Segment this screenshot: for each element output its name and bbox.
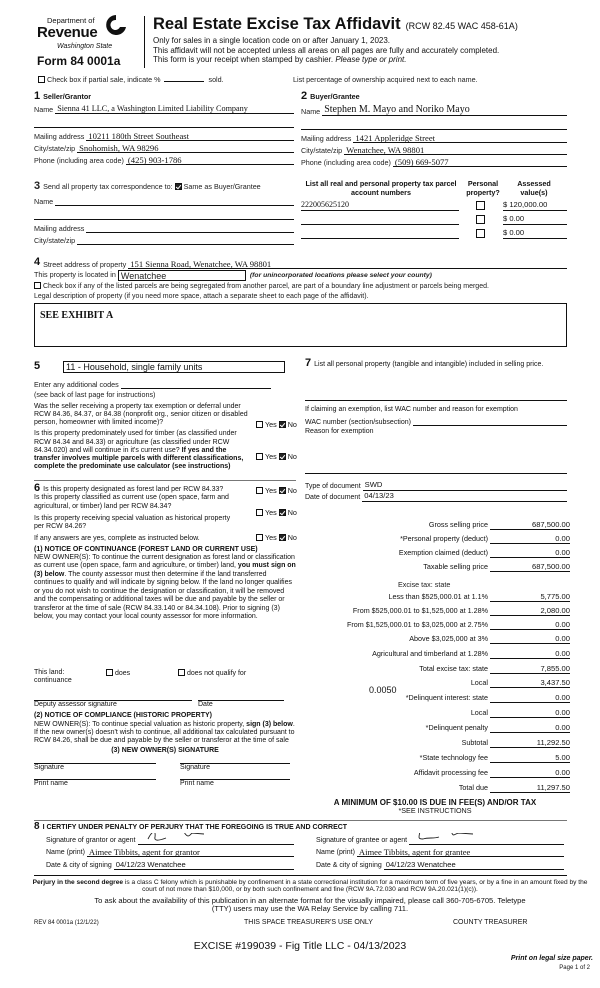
buyer-name-field-2[interactable]	[301, 116, 567, 130]
buyer-heading: Buyer/Grantee	[310, 92, 360, 101]
assessed-value-field[interactable]: $ 0.00	[503, 228, 567, 239]
deputy-signature-label: Deputy assessor signature	[34, 700, 117, 708]
partial-sale-suffix: sold.	[208, 75, 224, 84]
doc-type-label: Type of document	[305, 483, 361, 491]
partial-sale-label: Check box if partial sale, indicate %	[47, 75, 161, 84]
tier4-row	[300, 631, 570, 644]
correspondence-name-field-2[interactable]	[34, 206, 294, 220]
county-treasurer-label: COUNTY TREASURER	[453, 919, 528, 926]
ownership-note: List percentage of ownership acquired next to each name.	[293, 75, 478, 84]
header-divider	[144, 16, 145, 68]
header-note-italic: Please type or print.	[335, 55, 407, 65]
section-number: 3	[34, 180, 41, 192]
wac-field[interactable]	[413, 416, 567, 426]
affidavit-fee-field[interactable]: 0.00	[490, 768, 570, 778]
buyer-phone-label: Phone (including area code)	[301, 157, 391, 167]
segregated-label: Check box if any of the listed parcels are being segregated from another parcel, are part of a boundary line adjustment or parcels being merged.	[43, 283, 489, 291]
section-number: 7	[305, 357, 312, 369]
section8	[34, 821, 567, 833]
excise-tax-state-heading: Excise tax: state	[398, 580, 451, 589]
dor-logo	[33, 14, 125, 74]
notice-bold: you must sign on (3) below	[34, 562, 296, 578]
buyer-name-label: Name	[301, 106, 321, 116]
new-owner-signature-heading: (3) NEW OWNER(S) SIGNATURE	[111, 746, 219, 754]
notice-text: NEW OWNER(S): To continue special valuation as historic property,	[34, 720, 245, 728]
reason-field[interactable]	[305, 436, 567, 474]
deputy-date-label: Date	[198, 700, 213, 708]
subtotal-field[interactable]: 11,292.50	[490, 738, 570, 748]
section7	[305, 357, 567, 502]
grantor-signature-field[interactable]	[138, 833, 294, 845]
grantee-signature-label: Signature of grantee or agent	[316, 836, 408, 844]
doc-type-field[interactable]: SWD	[363, 481, 567, 491]
page-number: Page 1 of 2	[559, 965, 590, 971]
tier3-field[interactable]: 0.00	[490, 620, 570, 630]
perjury-notice	[30, 879, 590, 894]
partial-sale-checkbox[interactable]	[38, 76, 45, 83]
calc-label: Affidavit processing fee	[413, 767, 488, 777]
local-row	[300, 675, 570, 688]
taxable-price-row	[300, 559, 570, 572]
notice-text: NEW OWNER(S): To continue the current designation as forest land or classification as current use (open space, farm and agriculture, or timber) land,	[34, 554, 295, 570]
minimum-due-notice: A MINIMUM OF $10.00 IS DUE IN FEE(S) AND/OR TAX	[333, 798, 537, 807]
location-select[interactable]: Wenatchee	[118, 270, 246, 281]
partial-sale-percent-field[interactable]	[164, 81, 204, 82]
correspondence-mailing-label: Mailing address	[34, 223, 85, 233]
exemption-question: Was the seller receiving a property tax exemption or deferral under RCW 84.36, 84.37, or 84.38 (nonprofit org., senior citizen or disabled person, homeowner with limited income)?	[34, 402, 248, 427]
land-use-code-select[interactable]: 11 - Household, single family units	[63, 361, 285, 373]
col-parcel-header: List all real and personal property tax parcel account numbers	[305, 179, 457, 197]
grantee-name-label: Name (print)	[316, 848, 355, 856]
notice-continuance-heading: (1) NOTICE OF CONTINUANCE (FOREST LAND OR CURRENT USE)	[34, 545, 258, 553]
seller-phone-field[interactable]: (425) 903-1786	[126, 155, 294, 165]
legal-description-label: Legal description of property (if you need more space, attach a separate sheet to each page of the affidavit).	[34, 292, 369, 300]
calc-label: Above $3,025,000 at 3%	[409, 633, 488, 643]
current-use-question: Is this property classified as current use (open space, farm and agricultural, or timber) land per RCW 84.34?	[34, 494, 229, 510]
parcel-number-field[interactable]	[301, 214, 459, 225]
parcel-row	[301, 211, 567, 225]
personal-property-checkbox[interactable]	[476, 201, 485, 210]
header-note: Only for sales in a single location code on or after January 1, 2023.	[153, 36, 391, 45]
additional-codes-label: Enter any additional codes	[34, 379, 119, 389]
additional-codes-field[interactable]	[121, 379, 271, 389]
grantee-date-field[interactable]: 04/12/23 Wenatchee	[384, 860, 564, 870]
header-note: This form is your receipt when stamped by cashier.	[153, 55, 334, 65]
grantor-date-field[interactable]: 04/12/23 Wenatchee	[114, 860, 294, 870]
grantee-name-field[interactable]: Aimee Tibbits, agent for grantee	[357, 847, 564, 857]
logo-dept-of: Department of	[47, 16, 95, 25]
exemption-claimed-field[interactable]: 0.00	[490, 548, 570, 558]
tech-fee-row	[300, 750, 570, 763]
personal-property-checkbox[interactable]	[476, 229, 485, 238]
correspondence-section	[34, 180, 294, 245]
yes-label: Yes	[265, 533, 277, 542]
reason-label: Reason for exemption	[305, 428, 374, 436]
section-number: 4	[34, 256, 41, 268]
personal-property-field[interactable]	[305, 369, 567, 401]
section-number: 5	[34, 360, 41, 372]
signature-label: Signature	[34, 764, 64, 772]
taxable-price-field[interactable]: 687,500.00	[490, 562, 570, 572]
seller-mailing-label: Mailing address	[34, 131, 85, 141]
exemption-claimed-row	[300, 545, 570, 558]
no-label: No	[287, 420, 297, 429]
forest-yes-checkbox[interactable]	[256, 487, 263, 494]
parcel-number-field[interactable]	[301, 228, 459, 239]
notice-text: . The county assessor must then determine if the land transferred continues to qualify and will indicate by signing below. If the land no longer qualifies or you do not wish to continue the designation or classification, it will be removed and the compensating or additional taxes will be due and payable by the seller or transferor at the time of sale (RCW 84.33.140 or 84.34.108). Prior to signing (3) below, you may contact your local county assessor for more information.	[34, 570, 292, 620]
total-due-row	[300, 780, 570, 793]
seller-section	[34, 90, 294, 165]
seller-name-field-2[interactable]	[34, 114, 294, 128]
buyer-mailing-label: Mailing address	[301, 133, 352, 143]
excise-stamp: EXCISE #199039 - Fig Title LLC - 04/13/2023	[193, 940, 407, 952]
section6	[34, 484, 296, 621]
does-not-label: does not qualify for	[187, 670, 247, 677]
buyer-section	[301, 90, 567, 167]
seller-mailing-field[interactable]: 10211 180th Street Southeast	[86, 131, 294, 141]
calc-label: *Delinquent penalty	[425, 722, 488, 732]
calc-label: Total excise tax: state	[419, 663, 488, 673]
no-label: No	[287, 533, 297, 542]
subtotal-row	[300, 735, 570, 748]
certify-statement: I CERTIFY UNDER PENALTY OF PERJURY THAT THE FOREGOING IS TRUE AND CORRECT	[42, 824, 348, 831]
section-number: 6	[34, 482, 41, 494]
delinquent-state-row	[300, 690, 570, 703]
header-notes	[153, 36, 499, 65]
total-state-field[interactable]: 7,855.00	[490, 664, 570, 674]
grantor-date-label: Date & city of signing	[46, 861, 112, 869]
current-use-yes-checkbox[interactable]	[256, 509, 263, 516]
perjury-text: is a class C felony which is punishable by confinement in a state correctional institution for a maximum term of five years, or by a fine in an amount fixed by the court of not more than $10,000, or by both such confinement and fine (RCW 9A.72.030 and RCW 9A.20.021(1)(c)).	[123, 879, 588, 894]
buyer-name-field[interactable]: Stephen M. Mayo and Noriko Mayo	[322, 104, 567, 116]
form-number: Form 84 0001a	[37, 54, 121, 68]
alt-format-notice: To ask about the availability of this publication in an alternate format for the visually impaired, please call 360-705-6705. Teletype (TTY) users may use the WA Relay Service by calling 711.	[94, 896, 526, 913]
correspondence-name-field[interactable]	[55, 196, 294, 206]
correspondence-name-label: Name	[34, 196, 54, 206]
historical-no-checkbox[interactable]	[279, 534, 286, 541]
delinquent-state-field[interactable]: 0.00	[490, 693, 570, 703]
notice-continuance-text	[34, 554, 296, 621]
continuance-label: continuance	[34, 677, 72, 685]
seller-name-field[interactable]: Sienna 41 LLC, a Washington Limited Liability Company	[55, 104, 294, 114]
personal-property-text: List all personal property (tangible and intangible) included in selling price.	[314, 361, 544, 368]
section-divider	[34, 875, 567, 876]
total-due-field[interactable]: 11,297.50	[490, 783, 570, 793]
buyer-city-label: City/state/zip	[301, 145, 343, 155]
correspondence-text: Send all property tax correspondence to:	[43, 182, 173, 191]
calc-label: *Delinquent interest: state	[405, 692, 488, 702]
agricultural-field[interactable]: 0.00	[490, 649, 570, 659]
calc-label: Local	[470, 677, 488, 687]
dor-swoosh-icon	[105, 14, 127, 38]
logo-revenue: Revenue	[37, 24, 98, 41]
parcel-row	[301, 197, 567, 211]
seller-heading: Seller/Grantor	[43, 92, 92, 101]
yes-label: Yes	[265, 420, 277, 429]
doc-date-field[interactable]: 04/13/23	[362, 492, 567, 502]
delinquent-penalty-field[interactable]: 0.00	[490, 723, 570, 733]
revision-label: REV 84 0001a (12/1/22)	[34, 920, 99, 926]
tier2-field[interactable]: 2,080.00	[490, 606, 570, 616]
page-title: Real Estate Excise Tax Affidavit	[153, 15, 401, 33]
correspondence-city-label: City/state/zip	[34, 235, 76, 245]
personal-property-row	[300, 531, 570, 544]
print-name-label: Print name	[34, 779, 68, 787]
tech-fee-field[interactable]: 5.00	[490, 753, 570, 763]
calc-label: Agricultural and timberland at 1.28%	[372, 648, 488, 658]
tier1-row	[300, 589, 570, 602]
no-label: No	[287, 486, 297, 495]
header-note: This affidavit will not be accepted unless all areas on all pages are fully and accurately completed.	[153, 45, 500, 55]
grantor-signature-label: Signature of grantor or agent	[46, 836, 136, 844]
historical-yes-checkbox[interactable]	[256, 534, 263, 541]
col-assessed-header: Assessed value(s)	[517, 179, 551, 197]
assessed-value-field[interactable]: $ 120,000.00	[503, 200, 567, 211]
no-label: No	[287, 508, 297, 517]
legal-description-field[interactable]	[34, 303, 567, 347]
street-address-field[interactable]: 151 Sienna Road, Wenatchee, WA 98801	[128, 259, 567, 269]
calc-label: Taxable selling price	[423, 561, 488, 571]
calc-label: *State technology fee	[419, 752, 488, 762]
doc-date-label: Date of document	[305, 494, 361, 502]
section-divider	[34, 480, 296, 481]
print-legal-note: Print on legal size paper.	[510, 955, 593, 962]
forest-no-checkbox[interactable]	[279, 487, 286, 494]
parcels-table	[301, 180, 567, 239]
calc-label: Less than $525,000.01 at 1.1%	[388, 591, 488, 601]
seller-city-field[interactable]: Snohomish, WA 98296	[77, 143, 294, 153]
grantor-name-label: Name (print)	[46, 848, 85, 856]
delinquent-local-row	[300, 705, 570, 718]
delinquent-local-field[interactable]: 0.00	[490, 708, 570, 718]
same-as-buyer-checkbox[interactable]	[175, 183, 182, 190]
notice-compliance-heading: (2) NOTICE OF COMPLIANCE (HISTORIC PROPERTY)	[34, 712, 212, 720]
signature-label: Signature	[180, 764, 210, 772]
section-number: 2	[301, 90, 308, 102]
notice-text: . If the new owner(s) doesn't wish to continue, all additional tax calculated pursuant to RCW 84.26, shall be due and payable by the seller or transferor at the time of sale	[34, 720, 295, 745]
historical-question: Is this property receiving special valuation as historical property per RCW 84.26?	[34, 514, 231, 531]
property-section	[34, 256, 567, 347]
col-personal-header: Personal property?	[466, 179, 500, 197]
calc-label: Local	[470, 707, 488, 717]
treasurer-use-label: THIS SPACE TREASURER'S USE ONLY	[244, 919, 373, 926]
located-in-label: This property is located in	[34, 270, 116, 280]
local-rate-value: 0.0050	[369, 685, 397, 695]
perjury-bold: Perjury in the second degree	[32, 879, 124, 886]
notice-bold: sign (3) below	[246, 720, 293, 728]
parcel-row	[301, 225, 567, 239]
signature-icon	[144, 833, 236, 843]
buyer-city-field[interactable]: Wenatchee, WA 98801	[344, 145, 567, 155]
exemption-no-checkbox[interactable]	[279, 421, 286, 428]
grantee-date-label: Date & city of signing	[316, 861, 382, 869]
seller-city-label: City/state/zip	[34, 143, 76, 153]
buyer-mailing-field[interactable]: 1421 Appleridge Street	[353, 133, 567, 143]
exemption-label: If claiming an exemption, list WAC number and reason for exemption	[305, 405, 518, 413]
delinquent-penalty-row	[300, 720, 570, 733]
section-number: 1	[34, 90, 41, 102]
tier4-field[interactable]: 0.00	[490, 634, 570, 644]
calc-label: From $1,525,000.01 to $3,025,000 at 2.75%	[346, 619, 488, 629]
signature-icon	[413, 833, 505, 843]
calc-label: Exemption claimed (deduct)	[398, 547, 488, 557]
timber-question-bold: If yes and the transfer involves multiple parcels with different classifications, complete the predominate use calculator (see instructions)	[34, 446, 244, 471]
see-instructions: *SEE INSTRUCTIONS	[398, 806, 472, 815]
tier2-row	[300, 603, 570, 616]
grantor-name-field[interactable]: Aimee Tibbits, agent for grantor	[87, 847, 294, 857]
agricultural-row	[300, 646, 570, 659]
located-note: (for unincorporated locations please select your county)	[249, 271, 432, 279]
personal-property-deduct-field[interactable]: 0.00	[490, 534, 570, 544]
yes-label: Yes	[265, 508, 277, 517]
assessed-value-field[interactable]: $ 0.00	[503, 214, 567, 225]
calc-label: *Personal property (deduct)	[400, 533, 488, 543]
gross-selling-price-row	[300, 517, 570, 530]
same-as-buyer-label: Same as Buyer/Grantee	[183, 182, 261, 191]
yes-label: Yes	[265, 486, 277, 495]
wac-label: WAC number (section/subsection)	[305, 418, 411, 426]
street-address-label: Street address of property	[43, 259, 127, 269]
this-land-label: This land:	[34, 669, 65, 676]
calc-label: Total due	[458, 782, 488, 792]
title-citation: (RCW 82.45 WAC 458-61A)	[405, 21, 518, 31]
personal-property-checkbox[interactable]	[476, 215, 485, 224]
additional-codes-note: (see back of last page for instructions)	[34, 390, 156, 400]
calc-label: Gross selling price	[428, 519, 488, 529]
legal-description-text: SEE EXHIBIT A	[40, 309, 114, 321]
does-not-qualify-checkbox[interactable]	[178, 669, 185, 676]
affidavit-fee-row	[300, 765, 570, 778]
notice-compliance-text	[34, 721, 296, 746]
grantee-signature-field[interactable]	[409, 833, 564, 845]
parcel-number-field[interactable]: 222005625120	[301, 200, 459, 211]
does-qualify-checkbox[interactable]	[106, 669, 113, 676]
timber-yes-checkbox[interactable]	[256, 453, 263, 460]
no-label: No	[287, 452, 297, 461]
calc-label: Subtotal	[461, 737, 488, 747]
seller-phone-label: Phone (including area code)	[34, 155, 124, 165]
current-use-no-checkbox[interactable]	[279, 509, 286, 516]
gross-selling-price-field[interactable]: 687,500.00	[490, 520, 570, 530]
calc-label: From $525,000.01 to $1,525,000 at 1.28%	[352, 605, 488, 615]
exemption-yes-checkbox[interactable]	[256, 421, 263, 428]
forest-land-question: Is this property designated as forest land per RCW 84.33?	[43, 486, 224, 493]
correspondence-mailing-field[interactable]	[86, 223, 294, 233]
correspondence-city-field[interactable]	[77, 235, 294, 245]
if-yes-note: If any answers are yes, complete as instructed below.	[34, 535, 200, 543]
section-number: 8	[34, 821, 40, 832]
timber-question-text: Is this property predominately used for timber (as classified under RCW 84.34 and 84.33) or agriculture (as classified under RCW 84.34.020) and will continue in it's current use?	[34, 430, 237, 454]
timber-question	[34, 430, 254, 471]
yes-label: Yes	[265, 452, 277, 461]
local-tax-field[interactable]: 3,437.50	[490, 678, 570, 688]
print-name-label: Print name	[180, 779, 214, 787]
tier1-field[interactable]: 5,775.00	[490, 592, 570, 602]
tier3-row	[300, 617, 570, 630]
segregated-checkbox[interactable]	[34, 282, 41, 289]
seller-name-label: Name	[34, 104, 54, 114]
buyer-phone-field[interactable]: (509) 669-5077	[393, 157, 567, 167]
total-state-row	[300, 661, 570, 674]
does-label: does	[115, 670, 131, 677]
timber-no-checkbox[interactable]	[279, 453, 286, 460]
logo-state: Washington State	[57, 43, 113, 50]
